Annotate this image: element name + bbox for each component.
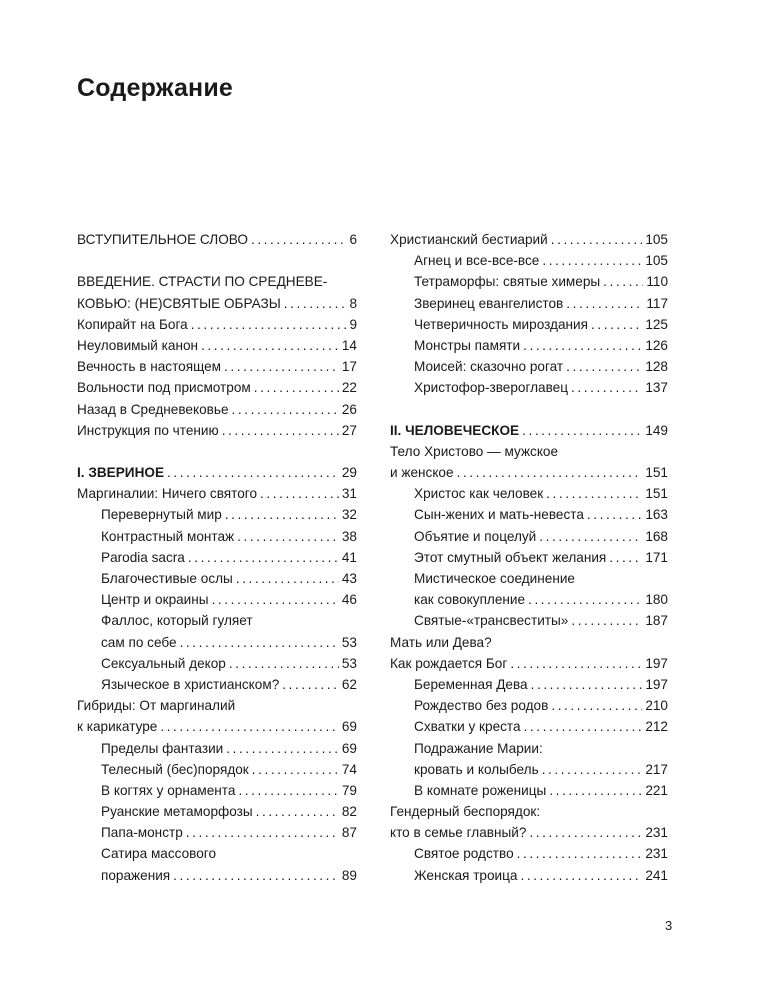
toc-entry-page: 69 xyxy=(341,740,357,756)
toc-entry-title: Центр и окраины xyxy=(101,592,209,608)
toc-entry-title: Parodia sacra xyxy=(101,549,185,565)
toc-entry[interactable] xyxy=(390,674,668,695)
toc-entry-page: 231 xyxy=(645,846,668,862)
toc-entry[interactable] xyxy=(390,441,668,462)
toc-entry-title: I. ЗВЕРИНОЕ xyxy=(77,465,165,481)
toc-entry[interactable] xyxy=(390,547,668,568)
dot-leader xyxy=(591,314,642,335)
toc-entry-title: Христианский бестиарий xyxy=(390,232,548,247)
toc-entry-page: 149 xyxy=(645,422,668,438)
toc-entry-title: Агнец и все-все-все xyxy=(414,253,540,269)
dot-leader xyxy=(510,653,642,674)
toc-entry-page: 187 xyxy=(645,613,668,629)
toc-entry[interactable] xyxy=(390,271,668,292)
toc-entry[interactable] xyxy=(390,759,668,780)
toc-entry[interactable] xyxy=(77,738,357,759)
toc-entry[interactable] xyxy=(77,632,357,653)
toc-left-column xyxy=(77,229,357,886)
toc-entry[interactable] xyxy=(390,377,668,398)
dot-leader xyxy=(603,271,643,292)
toc-entry-title: Копирайт на Бога xyxy=(77,316,188,332)
toc-entry-page: 62 xyxy=(341,676,357,692)
toc-entry-title: Сын-жених и мать-невеста xyxy=(414,507,584,523)
toc-entry-page: 32 xyxy=(341,507,357,523)
toc-entry-page: 180 xyxy=(645,592,668,608)
toc-entry[interactable] xyxy=(390,504,668,525)
toc-entry-page: 210 xyxy=(645,698,668,714)
toc-entry[interactable] xyxy=(77,420,357,441)
toc-entry[interactable] xyxy=(77,504,357,525)
toc-entry-page: 26 xyxy=(341,401,357,417)
toc-entry-page: 82 xyxy=(341,804,357,820)
toc-entry[interactable] xyxy=(390,610,668,631)
toc-entry-page: 105 xyxy=(645,253,668,269)
toc-entry[interactable] xyxy=(390,716,668,737)
toc-entry-title: ВСТУПИТЕЛЬНОЕ СЛОВО xyxy=(77,232,248,247)
toc-entry-page: 168 xyxy=(645,528,668,544)
page-title: Содержание xyxy=(77,74,234,102)
toc-entry[interactable] xyxy=(77,716,357,737)
toc-entry[interactable] xyxy=(77,547,357,568)
dot-leader xyxy=(236,568,339,589)
toc-entry-title: Гибриды: От маргиналий xyxy=(77,698,236,714)
toc-entry[interactable] xyxy=(77,801,357,822)
toc-entry-page: 27 xyxy=(341,422,357,438)
dot-leader xyxy=(254,377,339,398)
toc-entry-page: 38 xyxy=(341,528,357,544)
toc-entry-title: Тело Христово — мужское xyxy=(390,443,559,459)
toc-entry[interactable] xyxy=(77,314,357,335)
toc-entry-page: 197 xyxy=(645,655,668,671)
toc-entry[interactable] xyxy=(77,483,357,504)
toc-entry-page: 9 xyxy=(349,316,357,332)
toc-entry[interactable] xyxy=(77,653,357,674)
toc-spacer xyxy=(77,441,357,462)
dot-leader xyxy=(251,229,346,250)
toc-entry[interactable] xyxy=(77,462,357,483)
toc-entry-page: 105 xyxy=(645,232,668,247)
toc-entry-page: 163 xyxy=(645,507,668,523)
dot-leader xyxy=(201,335,339,356)
toc-entry-title: ВВЕДЕНИЕ. СТРАСТИ ПО СРЕДНЕВЕ- xyxy=(77,274,328,290)
toc-entry-title: Назад в Средневековье xyxy=(77,401,229,417)
toc-entry-page: 14 xyxy=(341,337,357,353)
dot-leader xyxy=(167,462,339,483)
toc-entry[interactable] xyxy=(390,568,668,589)
toc-entry-page: 125 xyxy=(645,316,668,332)
toc-entry-page: 53 xyxy=(341,634,357,650)
toc-entry-title: Монстры памяти xyxy=(414,337,521,353)
toc-entry-page: 22 xyxy=(341,380,357,396)
dot-leader xyxy=(566,356,642,377)
toc-entry[interactable] xyxy=(77,780,357,801)
toc-entry[interactable] xyxy=(390,420,668,441)
toc-entry-title: Христофор-звероглавец xyxy=(414,380,569,396)
toc-entry-title: Четверичность мироздания xyxy=(414,316,589,332)
toc-entry-page: 46 xyxy=(341,592,357,608)
dot-leader xyxy=(520,865,642,886)
toc-entry-title: сам по себе xyxy=(101,634,177,650)
toc-entry-page: 89 xyxy=(341,867,357,883)
toc-entry[interactable] xyxy=(77,822,357,843)
toc-entry[interactable] xyxy=(390,335,668,356)
toc-entry[interactable] xyxy=(77,356,357,377)
toc-entry-title: Вечность в настоящем xyxy=(77,359,222,375)
toc-entry-page: 137 xyxy=(645,380,668,396)
toc-entry-page: 117 xyxy=(646,295,668,311)
toc-entry-title: Мистическое соединение xyxy=(414,571,575,586)
toc-entry-page: 6 xyxy=(349,232,357,247)
toc-entry-page: 217 xyxy=(645,761,668,777)
dot-leader xyxy=(224,356,339,377)
toc-entry-title: Мать или Дева? xyxy=(390,634,492,650)
toc-entry-title: Вольности под присмотром xyxy=(77,380,251,396)
toc-entry[interactable] xyxy=(77,293,357,314)
toc-entry-title: Сатира массового xyxy=(101,846,217,862)
toc-entry-title: Сексуальный декор xyxy=(101,655,226,671)
dot-leader xyxy=(238,780,338,801)
toc-entry[interactable] xyxy=(77,610,357,631)
dot-leader xyxy=(517,843,643,864)
toc-entry[interactable] xyxy=(390,780,668,801)
toc-spacer xyxy=(390,399,668,420)
toc-entry[interactable] xyxy=(77,399,357,420)
toc-entry[interactable] xyxy=(390,843,668,864)
toc-entry-title: Инструкция по чтению xyxy=(77,422,219,438)
toc-entry-title: Неуловимый канон xyxy=(77,337,199,353)
dot-leader xyxy=(539,526,642,547)
toc-entry-page: 171 xyxy=(645,549,668,565)
dot-leader xyxy=(566,293,643,314)
toc-entry[interactable] xyxy=(390,738,668,759)
toc-entry-title: Рождество без родов xyxy=(414,698,549,714)
toc-entry[interactable] xyxy=(77,865,357,886)
dot-leader xyxy=(551,695,642,716)
toc-entry-title: Святые-«трансвеститы» xyxy=(414,613,569,629)
toc-entry[interactable] xyxy=(77,674,357,695)
toc-entry-title: КОВЬЮ: (НЕ)СВЯТЫЕ ОБРАЗЫ xyxy=(77,295,281,311)
toc-entry-page: 17 xyxy=(341,359,357,375)
toc-entry[interactable] xyxy=(390,462,668,483)
toc-entry-title: Контрастный монтаж xyxy=(101,528,235,544)
toc-entry-title: кровать и колыбель xyxy=(414,761,539,777)
toc-entry-page: 41 xyxy=(341,549,357,565)
dot-leader xyxy=(284,293,347,314)
dot-leader xyxy=(551,229,643,250)
toc-entry-page: 74 xyxy=(341,761,357,777)
dot-leader xyxy=(252,759,339,780)
toc-entry-title: Зверинец евангелистов xyxy=(414,295,564,311)
dot-leader xyxy=(173,865,339,886)
dot-leader xyxy=(180,632,339,653)
toc-entry[interactable] xyxy=(77,695,357,716)
toc-entry-title: Моисей: сказочно рогат xyxy=(414,359,564,375)
toc-spacer xyxy=(77,250,357,271)
dot-leader xyxy=(542,250,642,271)
toc-entry-title: Телесный (бес)порядок xyxy=(101,761,249,777)
dot-leader xyxy=(225,504,339,525)
toc-entry[interactable] xyxy=(390,695,668,716)
toc-entry-title: Тетраморфы: святые химеры xyxy=(414,274,601,290)
toc-entry[interactable] xyxy=(77,335,357,356)
toc-entry-page: 29 xyxy=(341,465,357,481)
toc-entry[interactable] xyxy=(390,356,668,377)
toc-entry-title: Руанские метаморфозы xyxy=(101,804,253,820)
toc-entry-title: Благочестивые ослы xyxy=(101,571,233,586)
dot-leader xyxy=(226,738,339,759)
toc-entry[interactable] xyxy=(77,377,357,398)
dot-leader xyxy=(256,801,339,822)
toc-entry-title: поражения xyxy=(101,867,171,883)
dot-leader xyxy=(542,759,643,780)
toc-entry-title: Беременная Дева xyxy=(414,676,528,692)
toc-entry-page: 221 xyxy=(645,782,668,798)
toc-entry-page: 69 xyxy=(341,719,357,735)
toc-entry[interactable] xyxy=(77,759,357,780)
dot-leader xyxy=(282,674,339,695)
toc-entry-page: 31 xyxy=(341,486,357,502)
toc-entry-title: II. ЧЕЛОВЕЧЕСКОЕ xyxy=(390,422,520,438)
dot-leader xyxy=(457,462,643,483)
toc-entry-page: 126 xyxy=(645,337,668,353)
dot-leader xyxy=(571,377,642,398)
dot-leader xyxy=(546,483,642,504)
toc-entry[interactable] xyxy=(77,229,357,250)
toc-entry[interactable] xyxy=(390,589,668,610)
toc-entry-title: Подражание Марии: xyxy=(414,740,543,756)
toc-entry-title: Перевернутый мир xyxy=(101,507,222,523)
toc-entry[interactable] xyxy=(390,229,668,250)
toc-entry[interactable] xyxy=(77,843,357,864)
dot-leader xyxy=(222,420,339,441)
toc-entry-title: Гендерный беспорядок: xyxy=(390,804,541,820)
toc-entry-page: 231 xyxy=(645,825,668,841)
toc-entry-title: Святое родство xyxy=(414,846,514,862)
dot-leader xyxy=(523,335,642,356)
toc-entry-title: Схватки у креста xyxy=(414,719,521,735)
toc-entry[interactable] xyxy=(77,271,357,292)
dot-leader xyxy=(522,420,642,441)
toc-entry-title: Как рождается Бог xyxy=(390,655,508,671)
toc-entry-title: Маргиналии: Ничего святого xyxy=(77,486,258,502)
toc-entry-page: 110 xyxy=(646,274,668,290)
toc-entry-page: 43 xyxy=(341,571,357,586)
dot-leader xyxy=(237,526,339,547)
toc-entry-title: Фаллос, который гуляет xyxy=(101,613,253,629)
toc-entry-title: Языческое в христианском? xyxy=(101,676,280,692)
dot-leader xyxy=(188,547,339,568)
toc-entry-page: 151 xyxy=(645,486,668,502)
toc-entry[interactable] xyxy=(390,250,668,271)
toc-entry-title: Объятие и поцелуй xyxy=(414,528,537,544)
dot-leader xyxy=(531,674,643,695)
toc-entry-page: 8 xyxy=(349,295,357,311)
dot-leader xyxy=(571,610,642,631)
dot-leader xyxy=(587,504,642,525)
toc-entry-title: Пределы фантазии xyxy=(101,740,224,756)
toc-entry[interactable] xyxy=(390,526,668,547)
toc-entry[interactable] xyxy=(77,568,357,589)
toc-entry-title: В комнате роженицы xyxy=(414,782,547,798)
toc-entry-title: к карикатуре xyxy=(77,719,158,735)
toc-entry-title: Женская троица xyxy=(414,867,518,883)
toc-entry[interactable] xyxy=(390,293,668,314)
toc-entry[interactable] xyxy=(390,865,668,886)
toc-entry-title: Папа-монстр xyxy=(101,825,183,841)
toc-entry[interactable] xyxy=(390,801,668,822)
toc-entry-page: 197 xyxy=(645,676,668,692)
toc-entry-title: Христос как человек xyxy=(414,486,544,502)
dot-leader xyxy=(160,716,339,737)
toc-entry[interactable] xyxy=(77,589,357,610)
toc-entry-title: В когтях у орнамента xyxy=(101,782,236,798)
toc-entry-title: и женское xyxy=(390,465,454,481)
toc-entry-page: 79 xyxy=(341,782,357,798)
dot-leader xyxy=(212,589,339,610)
toc-entry[interactable] xyxy=(77,526,357,547)
dot-leader xyxy=(609,547,642,568)
dot-leader xyxy=(529,822,642,843)
dot-leader xyxy=(229,653,339,674)
toc-entry-page: 128 xyxy=(645,359,668,375)
toc-entry-page: 151 xyxy=(645,465,668,481)
toc-entry-title: как совокупление xyxy=(414,592,526,608)
toc-entry-page: 212 xyxy=(645,719,668,735)
toc-entry-page: 87 xyxy=(341,825,357,841)
dot-leader xyxy=(186,822,339,843)
toc-entry[interactable] xyxy=(390,822,668,843)
toc-entry-page: 53 xyxy=(341,655,357,671)
toc-entry-title: кто в семье главный? xyxy=(390,825,527,841)
dot-leader xyxy=(232,399,339,420)
toc-entry[interactable] xyxy=(390,314,668,335)
dot-leader xyxy=(260,483,339,504)
toc-right-column xyxy=(390,229,668,886)
dot-leader xyxy=(549,780,642,801)
toc-entry[interactable] xyxy=(390,483,668,504)
page-number: 3 xyxy=(665,918,673,933)
toc-entry[interactable] xyxy=(390,653,668,674)
toc-entry-page: 241 xyxy=(645,867,668,883)
dot-leader xyxy=(191,314,347,335)
dot-leader xyxy=(524,716,643,737)
toc-entry-title: Этот смутный объект желания xyxy=(414,549,607,565)
dot-leader xyxy=(528,589,642,610)
toc-entry[interactable] xyxy=(390,632,668,653)
